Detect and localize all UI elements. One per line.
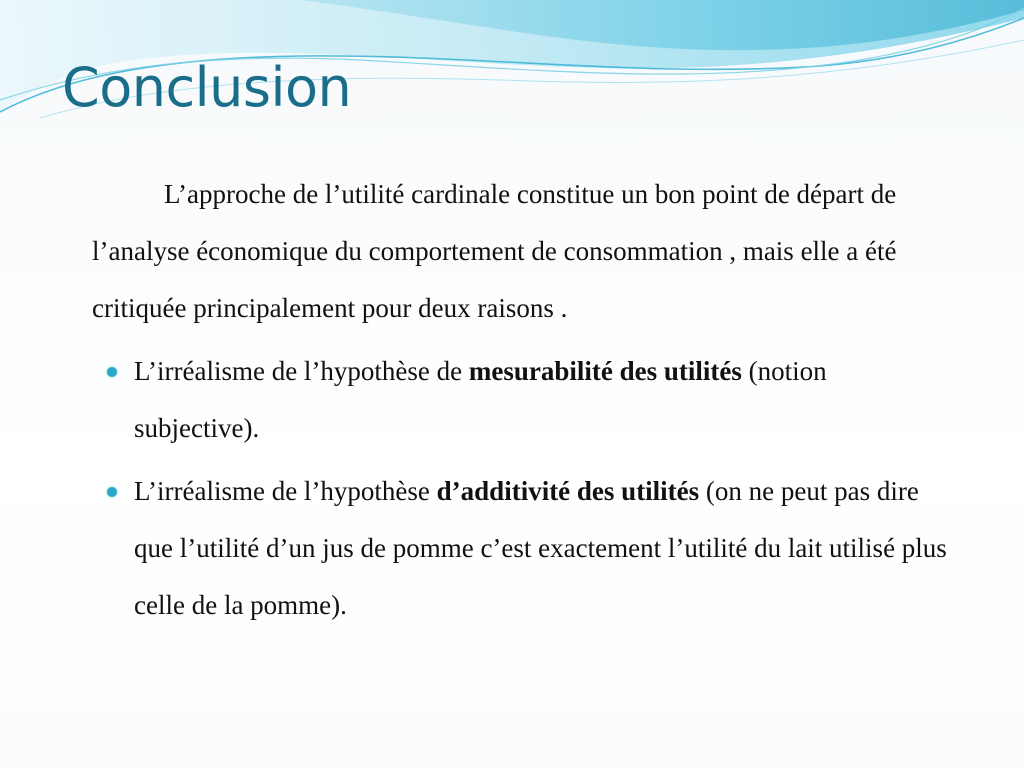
bullet-list	[92, 343, 972, 634]
bullet-text-after: (on ne peut pas dire que l’utilité d’un jus de pomme c’est exactement l’utilité du lait utilisé plus celle de la pomme).	[134, 476, 947, 620]
bullet-text-after: (notion subjective).	[134, 356, 827, 443]
bullet-text-bold: d’additivité des utilités	[436, 476, 700, 506]
bullet-text-before: L’irréalisme de l’hypothèse de	[134, 356, 469, 386]
bullet-item	[92, 343, 956, 457]
bullet-text-bold: mesurabilité des utilités	[468, 356, 742, 386]
bullet-item	[92, 463, 956, 634]
bullet-text-before: L’irréalisme de l’hypothèse	[134, 476, 437, 506]
intro-paragraph: L’approche de l’utilité cardinale constitue un bon point de départ de l’analyse économique du comportement de consommation , mais elle a été critiquée principalement pour deux raisons .	[92, 179, 897, 323]
bullet-dot-icon	[107, 367, 117, 377]
slide-title: Conclusion	[62, 56, 352, 119]
slide-body	[92, 166, 972, 640]
bullet-dot-icon	[107, 487, 117, 497]
